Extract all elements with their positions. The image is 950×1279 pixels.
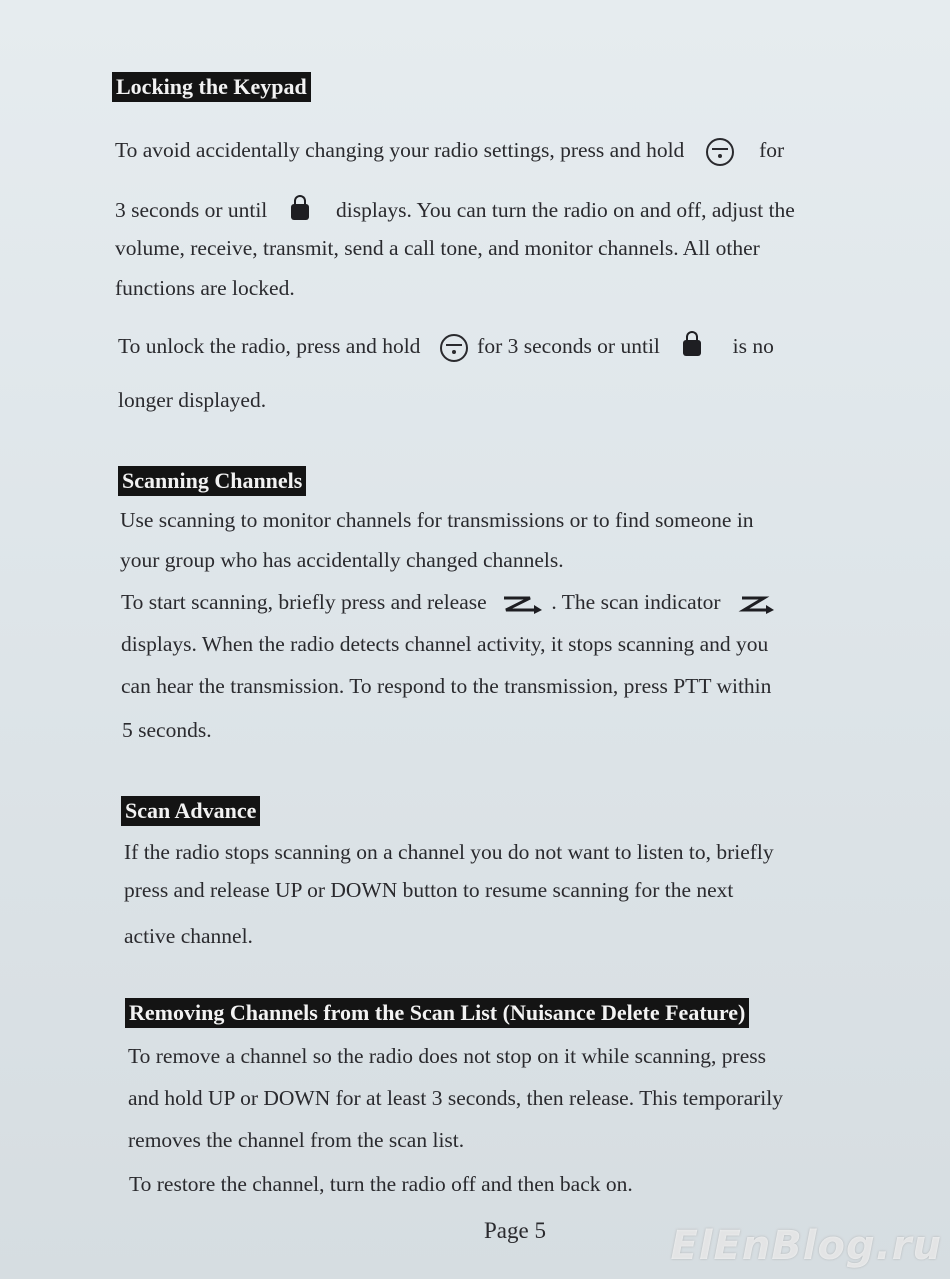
scanning-line3-b: . The scan indicator xyxy=(551,590,721,614)
scan-advance-line2: press and release UP or DOWN button to resume scanning for the next xyxy=(124,878,734,902)
heading-removing-channels: Removing Channels from the Scan List (Nuisance Delete Feature) xyxy=(125,998,749,1028)
locking-p2-line1 xyxy=(118,332,774,362)
scanning-line2: your group who has accidentally changed channels. xyxy=(120,548,564,572)
scanning-line3 xyxy=(121,588,778,616)
scan-icon xyxy=(500,594,546,614)
locking-p1-line2-a: 3 seconds or until xyxy=(115,198,268,222)
locking-p1-line2-b: displays. You can turn the radio on and off, adjust the xyxy=(336,198,795,222)
heading-scan-advance: Scan Advance xyxy=(121,796,260,826)
scan-advance-line3: active channel. xyxy=(124,924,253,948)
page-number: Page 5 xyxy=(484,1218,546,1243)
scanning-line3-a: To start scanning, briefly press and release xyxy=(121,590,487,614)
scanning-line5: can hear the transmission. To respond to the transmission, press PTT within xyxy=(121,674,772,698)
locking-p1-line1-a: To avoid accidentally changing your radio settings, press and hold xyxy=(115,138,685,162)
removing-line3: removes the channel from the scan list. xyxy=(128,1128,465,1152)
locking-p1-line1 xyxy=(115,136,784,166)
locking-p2-line2: longer displayed. xyxy=(118,388,267,412)
removing-line4: To restore the channel, turn the radio off and then back on. xyxy=(129,1172,633,1196)
scanning-line4: displays. When the radio detects channel activity, it stops scanning and you xyxy=(121,632,769,656)
lock-icon xyxy=(291,204,309,220)
locking-p2-line1-a: To unlock the radio, press and hold xyxy=(118,334,421,358)
menu-button-icon xyxy=(706,138,734,166)
menu-button-icon xyxy=(440,334,468,362)
heading-locking-keypad: Locking the Keypad xyxy=(112,72,311,102)
removing-line1: To remove a channel so the radio does not stop on it while scanning, press xyxy=(128,1044,766,1068)
scan-advance-line1: If the radio stops scanning on a channel you do not want to listen to, briefly xyxy=(124,840,774,864)
locking-p2-line1-c: is no xyxy=(732,334,774,358)
scanning-line6: 5 seconds. xyxy=(122,718,212,742)
locking-p1-line1-b: for xyxy=(759,138,785,162)
watermark: ElEnBlog.ru xyxy=(670,1223,942,1269)
scan-icon xyxy=(738,594,778,614)
locking-p1-line3: volume, receive, transmit, send a call tone, and monitor channels. All other xyxy=(115,236,760,260)
lock-icon xyxy=(683,340,701,356)
locking-p1-line4: functions are locked. xyxy=(115,276,295,300)
locking-p1-line2 xyxy=(115,196,795,224)
heading-scanning-channels: Scanning Channels xyxy=(118,466,306,496)
removing-line2: and hold UP or DOWN for at least 3 seconds, then release. This temporarily xyxy=(128,1086,783,1110)
locking-p2-line1-b: for 3 seconds or until xyxy=(477,334,660,358)
scanning-line1: Use scanning to monitor channels for transmissions or to find someone in xyxy=(120,508,754,532)
